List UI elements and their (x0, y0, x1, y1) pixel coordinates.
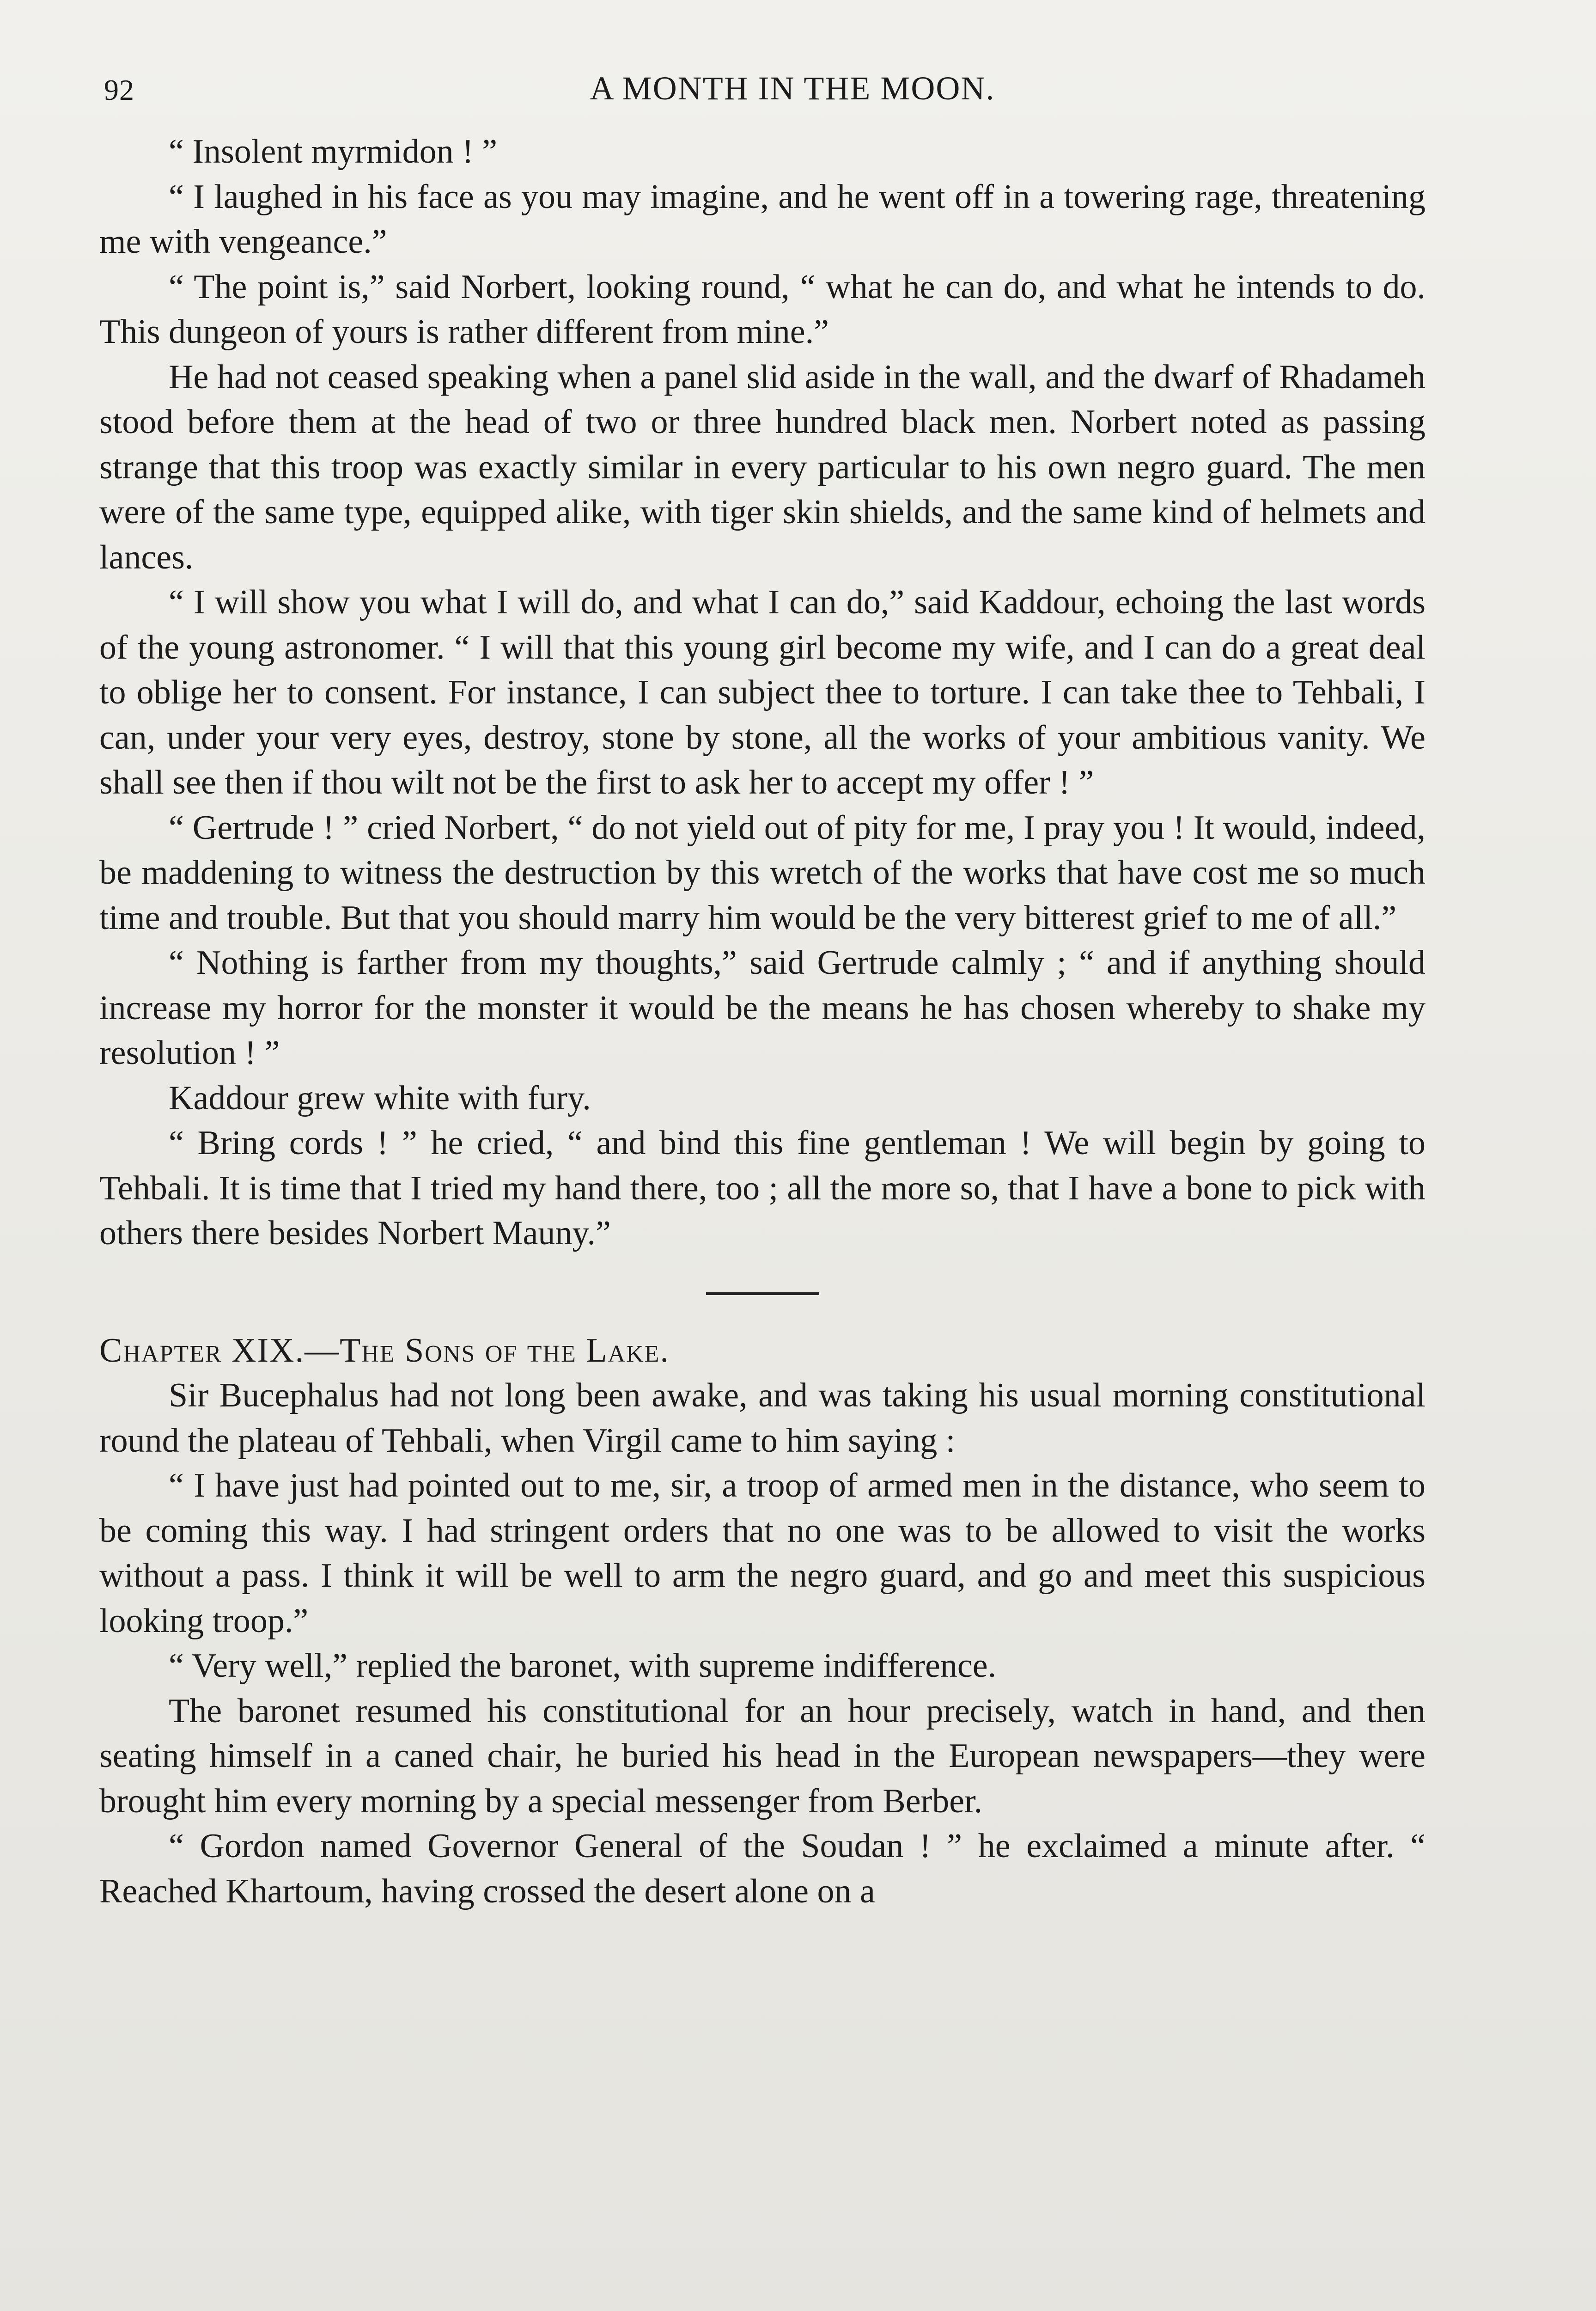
paragraph: “ The point is,” said Norbert, looking round, “ what he can do, and what he intends to do. This dungeon of yours is rather different from mine.” (99, 268, 1425, 351)
paragraph: “ I have just had pointed out to me, sir, a troop of armed men in the distance, who seem to be coming this way. I had stringent orders that no one was to be allowed to visit the works without a pass. I think it will be well to arm the negro guard, and go and meet this suspicious looking troop.” (99, 1467, 1425, 1640)
paragraph: “ I laughed in his face as you may imagine, and he went off in a towering rage, threatening me with vengeance.” (99, 177, 1425, 261)
paragraph: “ I will show you what I will do, and what I can do,” said Kaddour, echoing the last words of the young astronomer. “ I will that this young girl become my wife, and I can do a great deal to oblige her to consent. For instance, I can subject thee to torture. I can take thee to Tehbali, I can, under your very eyes, destroy, stone by stone, all the works of your ambitious vanity. We shall see then if thou wilt not be the first to ask her to accept my offer ! ” (99, 583, 1425, 801)
paragraph: “ Gertrude ! ” cried Norbert, “ do not yield out of pity for me, I pray you ! It would, indeed, be maddening to witness the destruction by this wretch of the works that have cost me so much time and trouble. But that you should marry him would be the very bitterest grief to me of all.” (99, 808, 1425, 937)
page-header (104, 69, 1425, 116)
paragraph: Sir Bucephalus had not long been awake, and was taking his usual morning constitutional round the plateau of Tehbali, when Virgil came to him saying : (99, 1376, 1425, 1460)
body-text (99, 129, 1425, 1914)
paragraph: The baronet resumed his constitutional for an hour precisely, watch in hand, and then seating himself in a caned chair, he buried his head in the European newspapers—they were brought him every morning by a special messenger from Berber. (99, 1692, 1425, 1820)
running-title: A MONTH IN THE MOON. (590, 70, 995, 107)
paragraph: Kaddour grew white with fury. (169, 1079, 591, 1117)
paragraph: “ Very well,” replied the baronet, with supreme indifference. (169, 1647, 997, 1685)
paragraph: “ Gordon named Governor General of the Soudan ! ” he exclaimed a minute after. “ Reached Khartoum, having crossed the desert alone on a (99, 1827, 1425, 1910)
chapter-title: Chapter XIX.—The Sons of the Lake. (99, 1331, 670, 1369)
section-divider (706, 1292, 819, 1295)
paragraph: He had not ceased speaking when a panel slid aside in the wall, and the dwarf of Rhadameh stood before them at the head of two or three hundred black men. Norbert noted as passing strange that this troop was exactly similar in every particular to his own negro guard. The men were of the same type, equipped alike, with tiger skin shields, and the same kind of helmets and lances. (99, 358, 1425, 576)
page-number: 92 (104, 73, 134, 106)
paragraph: “ Insolent myrmidon ! ” (169, 133, 498, 171)
paragraph: “ Bring cords ! ” he cried, “ and bind this fine gentleman ! We will begin by going to Tehbali. It is time that I tried my hand there, too ; all the more so, that I have a bone to pick with others there besides Norbert Mauny.” (99, 1124, 1425, 1252)
paragraph: “ Nothing is farther from my thoughts,” said Gertrude calmly ; “ and if anything should increase my horror for the monster it would be the means he has chosen whereby to shake my resolution ! ” (99, 944, 1425, 1072)
